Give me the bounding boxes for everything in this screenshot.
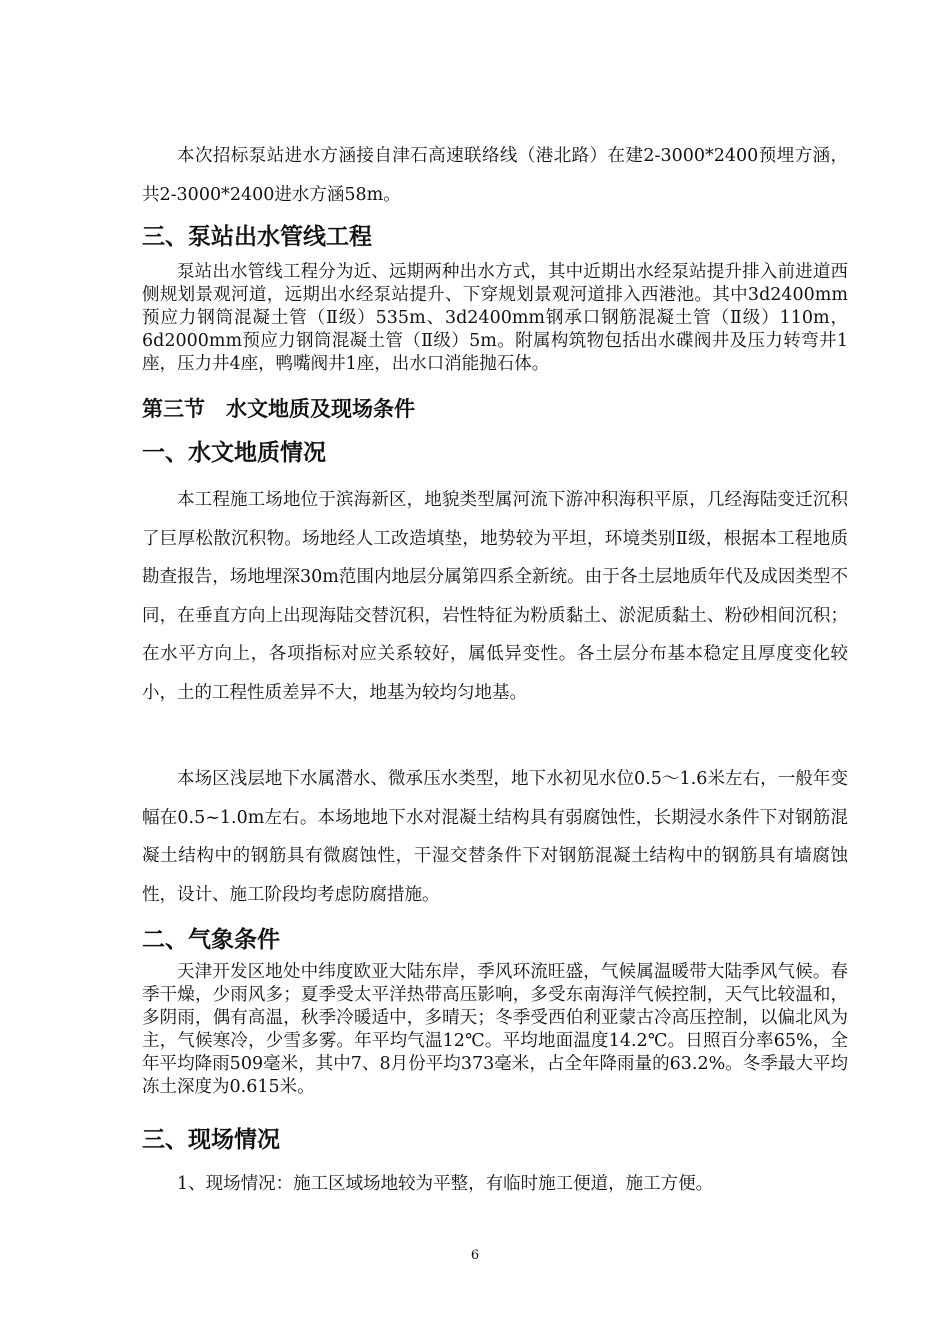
heading-outlet-pipeline: 三、泵站出水管线工程 xyxy=(142,224,372,250)
section-title: 第三节 水文地质及现场条件 xyxy=(142,397,415,421)
heading-weather: 二、气象条件 xyxy=(142,927,280,953)
heading-site-conditions: 三、现场情况 xyxy=(142,1127,280,1153)
intro-paragraph: 本次招标泵站进水方涵接自津石高速联络线（港北路）在建2-3000*2400预埋方涵，共2-3000*2400进水方涵58m。 xyxy=(142,146,848,205)
hydrogeology-paragraph-1: 本工程施工场地位于滨海新区，地貌类型属河流下游冲积海积平原，几经海陆变迁沉积了巨厚松散沉积物。场地经人工改造填垫，地势较为平坦，环境类别Ⅱ级，根据本工程地质勘查报告，场地埋深30m范围内地层分属第四系全新统。由于各土层地质年代及成因类型不同，在垂直方向上出现海陆交替沉积，岩性特征为粉质黏土、淤泥质黏土、粉砂相间沉积；在水平方向上，各项指标对应关系较好，属低异变性。各土层分布基本稳定且厚度变化较小，土的工程性质差异不大，地基为较均匀地基。 xyxy=(142,490,848,703)
heading-hydrogeology: 一、水文地质情况 xyxy=(142,440,326,466)
hydrogeology-paragraph-2: 本场区浅层地下水属潜水、微承压水类型，地下水初见水位0.5～1.6米左右，一般年变幅在0.5~1.0m左右。本场地地下水对混凝土结构具有弱腐蚀性，长期浸水条件下对钢筋混凝土结构中的钢筋具有微腐蚀性，干湿交替条件下对钢筋混凝土结构中的钢筋具有墙腐蚀性，设计、施工阶段均考虑防腐措施。 xyxy=(142,769,848,905)
outlet-pipeline-paragraph: 泵站出水管线工程分为近、远期两种出水方式，其中近期出水经泵站提升排入前进道西侧规划景观河道，远期出水经泵站提升、下穿规划景观河道排入西港池。其中3d2400mm预应力钢筒混凝土管（Ⅱ级）535m、3d2400mm钢承口钢筋混凝土管（Ⅱ级）110m，6d2000mm预应力钢筒混凝土管（Ⅱ级）5m。附属构筑物包括出水碟阀井及压力转弯井1座，压力井4座，鸭嘴阀井1座，出水口消能抛石体。 xyxy=(142,262,848,374)
weather-paragraph: 天津开发区地处中纬度欧亚大陆东岸，季风环流旺盛，气候属温暖带大陆季风气候。春季干燥，少雨风多；夏季受太平洋热带高压影响，多受东南海洋气候控制，天气比较温和，多阴雨，偶有高温，秋季冷暖适中，多晴天；冬季受西伯利亚蒙古冷高压控制，以偏北风为主，气候寒冷，少雪多雾。年平均气温12℃。平均地面温度14.2℃。日照百分率65%，全年平均降雨509毫米，其中7、8月份平均373毫米，占全年降雨量的63.2%。冬季最大平均冻土深度为0.615米。 xyxy=(142,962,848,1097)
site-paragraph: 1、现场情况：施工区域场地较为平整，有临时施工便道，施工方便。 xyxy=(177,1174,714,1194)
page-number: 6 xyxy=(470,1248,480,1263)
